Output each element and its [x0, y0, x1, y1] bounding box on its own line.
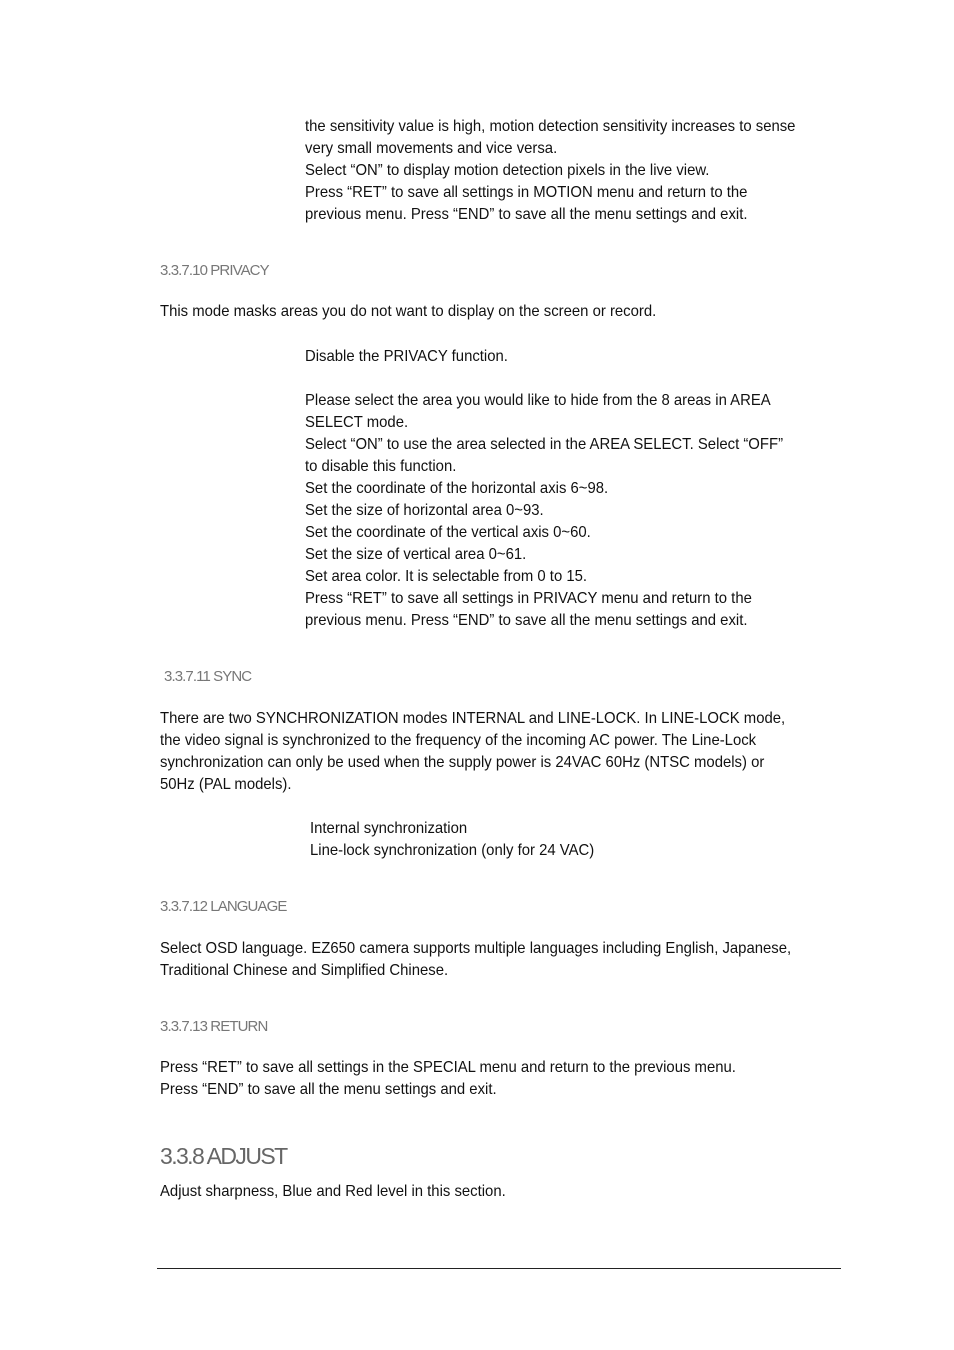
privacy-line: Set the size of vertical area 0~61. [305, 546, 527, 563]
privacy-line: Please select the area you would like to hide from the 8 areas in AREA [305, 392, 771, 409]
privacy-line: to disable this function. [305, 458, 457, 475]
privacy-line: Set the coordinate of the horizontal axis 6~98. [305, 480, 609, 497]
sync-intro-line: the video signal is synchronized to the frequency of the incoming AC power. The Line-Lock [160, 732, 757, 749]
motion-line: Select “ON” to display motion detection pixels in the live view. [305, 162, 710, 179]
sync-intro-line: There are two SYNCHRONIZATION modes INTERNAL and LINE-LOCK. In LINE-LOCK mode, [160, 710, 786, 727]
privacy-line: Press “RET” to save all settings in PRIVACY menu and return to the [305, 590, 752, 607]
sync-option: Line-lock synchronization (only for 24 VAC) [310, 842, 595, 859]
privacy-off-desc: Disable the PRIVACY function. [305, 348, 508, 365]
motion-line: very small movements and vice versa. [305, 140, 558, 157]
motion-line: previous menu. Press “END” to save all the menu settings and exit. [305, 206, 748, 223]
privacy-line: Set the size of horizontal area 0~93. [305, 502, 544, 519]
motion-line: Press “RET” to save all settings in MOTION menu and return to the [305, 184, 748, 201]
language-heading: 3.3.7.12 LANGUAGE [160, 898, 287, 915]
return-line: Press “END” to save all the menu settings and exit. [160, 1081, 497, 1098]
privacy-intro: This mode masks areas you do not want to display on the screen or record. [160, 303, 657, 320]
privacy-line: SELECT mode. [305, 414, 409, 431]
return-heading: 3.3.7.13 RETURN [160, 1018, 268, 1035]
privacy-line: previous menu. Press “END” to save all the menu settings and exit. [305, 612, 748, 629]
motion-line: the sensitivity value is high, motion detection sensitivity increases to sense [305, 118, 796, 135]
sync-heading: 3.3.7.11 SYNC [164, 668, 252, 685]
privacy-line: Set area color. It is selectable from 0 to 15. [305, 568, 588, 585]
footer-rule [157, 1268, 841, 1269]
privacy-heading: 3.3.7.10 PRIVACY [160, 262, 269, 279]
return-line: Press “RET” to save all settings in the SPECIAL menu and return to the previous menu. [160, 1059, 736, 1076]
privacy-line: Set the coordinate of the vertical axis 0~60. [305, 524, 591, 541]
privacy-line: Select “ON” to use the area selected in the AREA SELECT. Select “OFF” [305, 436, 784, 453]
language-line: Select OSD language. EZ650 camera supports multiple languages including English, Japanese, [160, 940, 792, 957]
language-line: Traditional Chinese and Simplified Chinese. [160, 962, 449, 979]
sync-intro-line: synchronization can only be used when the supply power is 24VAC 60Hz (NTSC models) or [160, 754, 765, 771]
adjust-heading: 3.3.8 ADJUST [160, 1143, 287, 1169]
adjust-intro: Adjust sharpness, Blue and Red level in this section. [160, 1183, 506, 1200]
sync-option: Internal synchronization [310, 820, 468, 837]
sync-intro-line: 50Hz (PAL models). [160, 776, 292, 793]
